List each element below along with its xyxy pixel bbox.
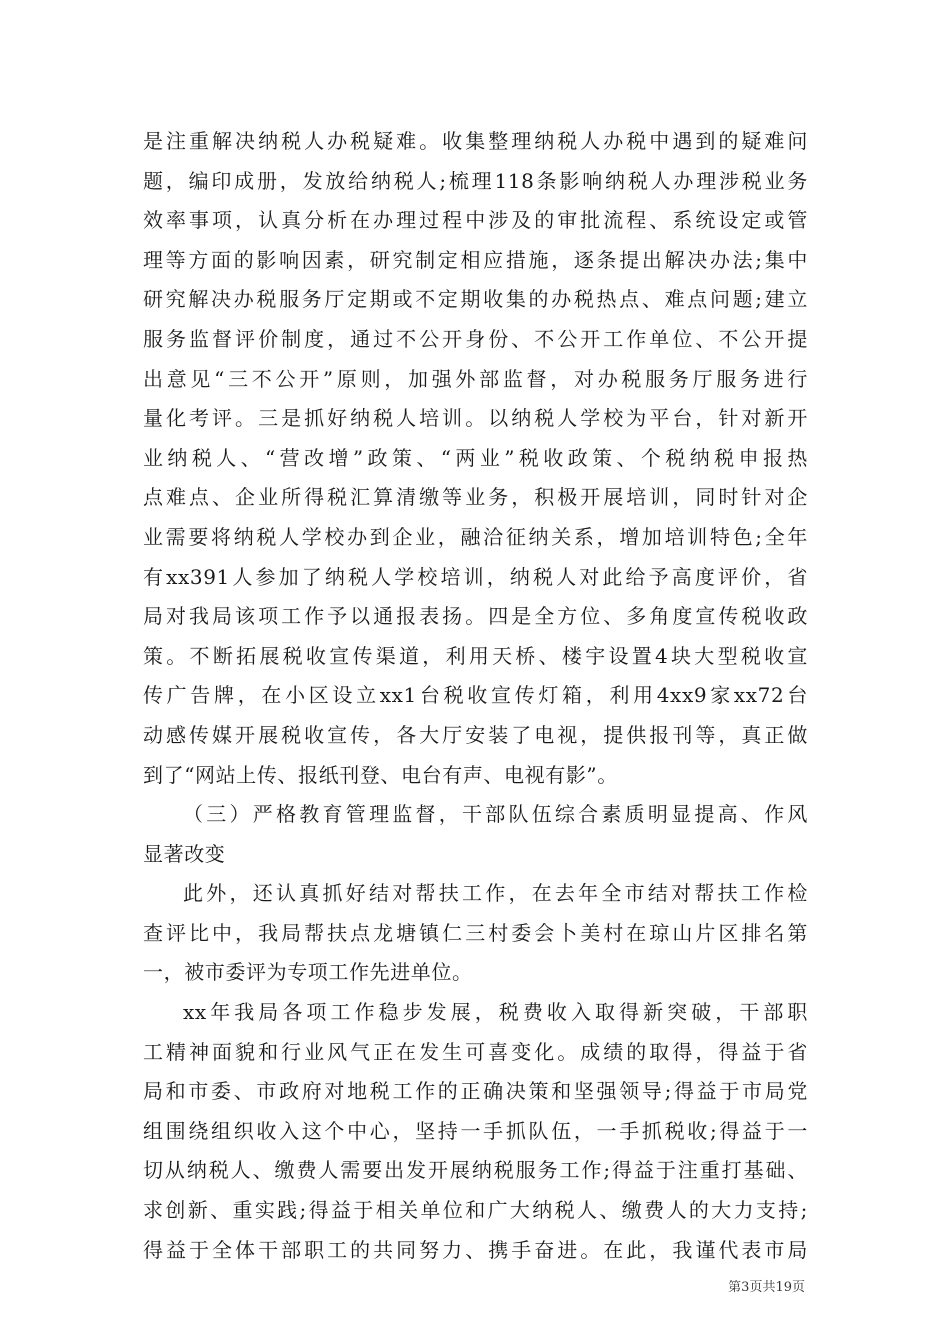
text-line: 局和市委、市政府对地税工作的正确决策和坚强领导;得益于市局党 (143, 1079, 808, 1104)
text-line: 切从纳税人、缴费人需要出发开展纳税服务工作;得益于注重打基础、 (143, 1158, 808, 1183)
text-line: xx年我局各项工作稳步发展，税费收入取得新突破，干部职 (183, 1000, 808, 1025)
text-line: 服务监督评价制度，通过不公开身份、不公开工作单位、不公开提 (143, 326, 808, 351)
text-line: 有xx391人参加了纳税人学校培训，纳税人对此给予高度评价，省 (143, 564, 808, 589)
section-heading: （三）严格教育管理监督，干部队伍综合素质明显提高、作风 (183, 802, 808, 827)
text-line: 局对我局该项工作予以通报表扬。四是全方位、多角度宣传税收政 (143, 604, 808, 629)
text-line: 此外，还认真抓好结对帮扶工作，在去年全市结对帮扶工作检 (183, 881, 808, 906)
text-line: 动感传媒开展税收宣传，各大厅安装了电视，提供报刊等，真正做 (143, 722, 808, 747)
text-line: 到了“网站上传、报纸刊登、电台有声、电视有影”。 (143, 762, 618, 787)
text-line: 量化考评。三是抓好纳税人培训。以纳税人学校为平台，针对新开 (143, 406, 808, 431)
text-line: 传广告牌，在小区设立xx1台税收宣传灯箱，利用4xx9家xx72台 (143, 683, 808, 708)
page-number: 第3页共19页 (728, 1280, 805, 1295)
text-line: 题，编印成册，发放给纳税人;梳理118条影响纳税人办理涉税业务 (143, 168, 808, 193)
text-line: 出意见“三不公开”原则，加强外部监督，对办税服务厅服务进行 (143, 366, 808, 391)
section-heading-cont: 显著改变 (143, 841, 226, 866)
text-line: 研究解决办税服务厅定期或不定期收集的办税热点、难点问题;建立 (143, 287, 808, 312)
text-line: 工精神面貌和行业风气正在发生可喜变化。成绩的取得，得益于省 (143, 1039, 808, 1064)
text-line: 组围绕组织收入这个中心，坚持一手抓队伍，一手抓税收;得益于一 (143, 1118, 808, 1143)
text-line: 得益于全体干部职工的共同努力、携手奋进。在此，我谨代表市局 (143, 1237, 808, 1262)
body-text (143, 122, 808, 1270)
text-line: 是注重解决纳税人办税疑难。收集整理纳税人办税中遇到的疑难问 (143, 129, 808, 153)
text-line: 业纳税人、“营改增”政策、“两业”税收政策、个税纳税申报热 (143, 445, 808, 470)
text-line: 业需要将纳税人学校办到企业，融洽征纳关系，增加培训特色;全年 (143, 524, 808, 549)
text-line: 查评比中，我局帮扶点龙塘镇仁三村委会卜美村在琼山片区排名第 (143, 920, 808, 945)
text-line: 求创新、重实践;得益于相关单位和广大纳税人、缴费人的大力支持; (143, 1198, 808, 1223)
text-line: 点难点、企业所得税汇算清缴等业务，积极开展培训，同时针对企 (143, 485, 808, 510)
text-line: 策。不断拓展税收宣传渠道，利用天桥、楼宇设置4块大型税收宣 (143, 643, 808, 668)
text-line: 效率事项，认真分析在办理过程中涉及的审批流程、系统设定或管 (143, 208, 808, 233)
text-line: 理等方面的影响因素，研究制定相应措施，逐条提出解决办法;集中 (143, 247, 808, 272)
text-line: 一，被市委评为专项工作先进单位。 (143, 960, 473, 985)
